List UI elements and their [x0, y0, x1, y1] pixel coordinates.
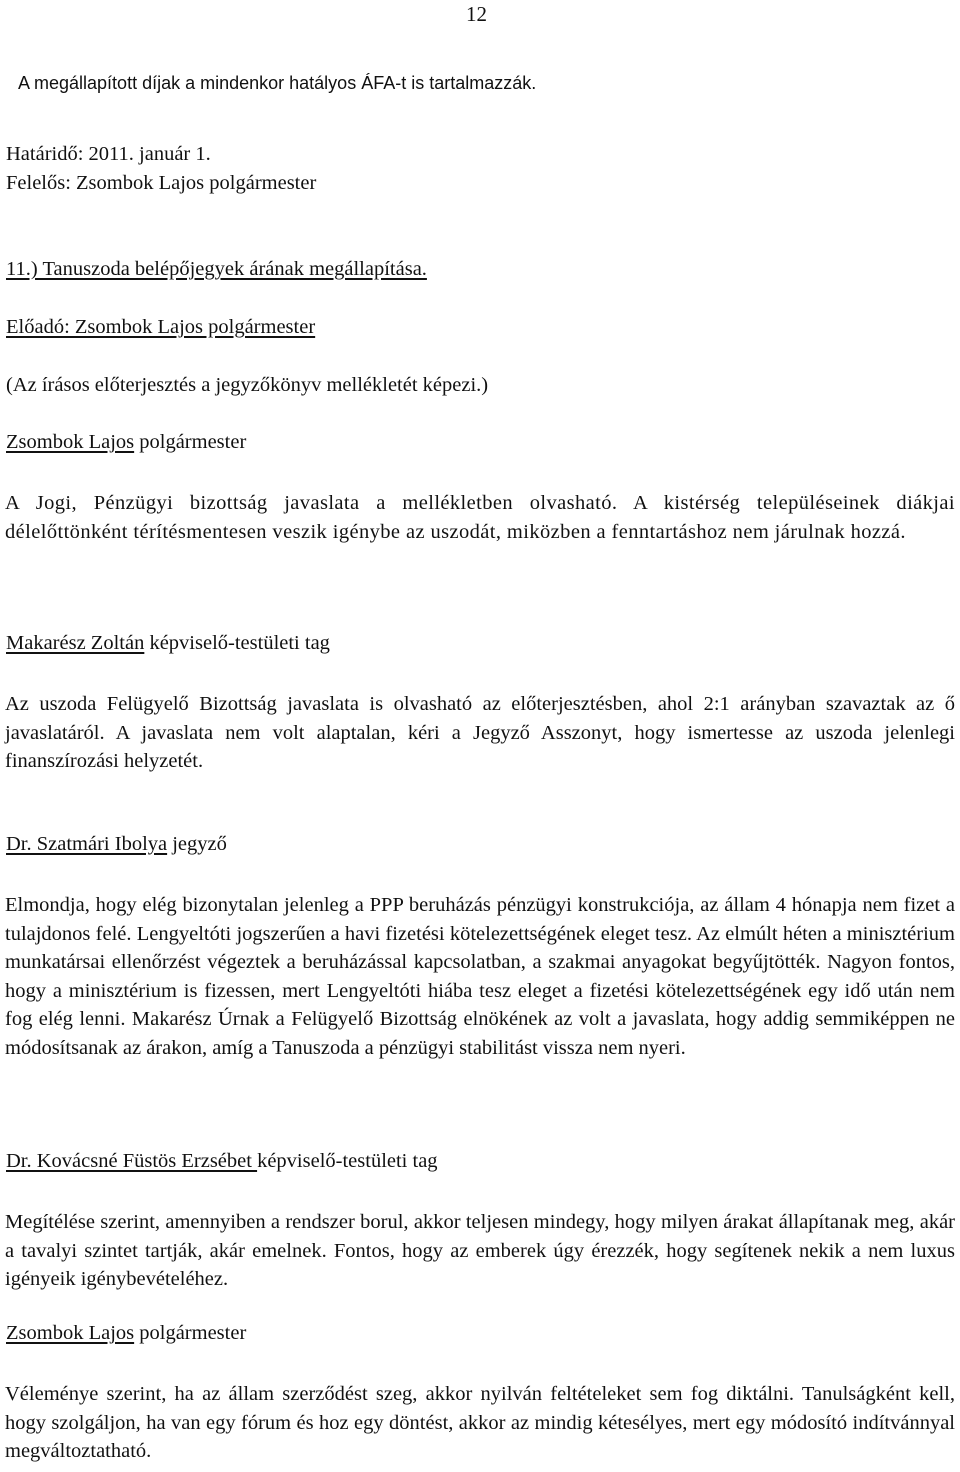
attachment-note: (Az írásos előterjesztés a jegyzőkönyv mellékletét képezi.): [6, 374, 489, 396]
page-number: 12: [466, 2, 487, 26]
speaker-heading: [6, 1150, 438, 1173]
speaker-heading: [6, 632, 330, 655]
deadline: Határidő: 2011. január 1.: [6, 143, 211, 165]
presenter-line: Előadó: Zsombok Lajos polgármester: [6, 316, 316, 338]
speech-paragraph: A Jogi, Pénzügyi bizottság javaslata a mellékletben olvasható. A kistérség településeinek diákjai délelőttönként térítésmentesen veszik igénybe az uszodát, miközben a fenntartáshoz nem járulnak hozzá.: [5, 492, 955, 543]
speaker-role: jegyző: [167, 833, 227, 855]
speech-paragraph: Az uszoda Felügyelő Bizottság javaslata is olvasható az előterjesztésben, ahol 2:1 arányban szavaztak az ő javaslatáról. A javaslata nem volt alaptalan, kéri a Jegyző Asszonyt, hogy ismertesse az uszoda jelenlegi finanszírozási helyzetét.: [5, 693, 955, 773]
speaker-heading: [6, 431, 246, 454]
speaker-name: Makarész Zoltán: [6, 632, 145, 654]
speaker-role: képviselő-testületi tag: [257, 1150, 438, 1172]
vat-note: A megállapított díjak a mindenkor hatályos ÁFA-t is tartalmazzák.: [18, 73, 537, 93]
speaker-heading: [6, 1322, 246, 1345]
speaker-name: Zsombok Lajos: [6, 431, 135, 453]
speaker-heading: [6, 833, 227, 856]
speaker-role: képviselő-testületi tag: [144, 632, 330, 654]
speech-paragraph: Elmondja, hogy elég bizonytalan jelenleg a PPP beruházás pénzügyi konstrukciója, az állam 4 hónapja nem fizet a tulajdonos felé. Lengyeltóti jogszerűen a havi fizetési kötelezettségének eleget tesz. Az elmúlt héten a minisztérium munkatársai ellenőrzést végeztek a beruházással kapcsolatban, a szakmai anyagokat begyűjtötték. Nagyon fontos, hogy a minisztérium is fizessen, mert Lengyeltóti hiába tesz eleget a fizetési kötelezettségének egy idő után nem fog elég lenni. Makarész Úrnak a Felügyelő Bizottság elnökének az volt a javaslata, hogy addig semmiképpen ne módosítsanak az árakon, amíg a Tanuszoda a pénzügyi stabilitást vissza nem nyeri.: [5, 894, 955, 1059]
responsible-person: Felelős: Zsombok Lajos polgármester: [6, 172, 317, 194]
speech-paragraph: Megítélése szerint, amennyiben a rendszer borul, akkor teljesen mindegy, hogy milyen árakat állapítanak meg, akár a tavalyi szintet tartják, akár emelnek. Fontos, hogy az emberek úgy érezzék, hogy segítenek nekik a nem luxus igényeik igénybevételéhez.: [5, 1211, 955, 1291]
speaker-name: Dr. Szatmári Ibolya: [6, 833, 168, 855]
speaker-name: Zsombok Lajos: [6, 1322, 135, 1344]
speaker-role: polgármester: [134, 431, 247, 453]
speaker-name: Dr. Kovácsné Füstös Erzsébet: [6, 1150, 258, 1172]
speech-paragraph: Véleménye szerint, ha az állam szerződést szeg, akkor nyilván feltételeket sem fog diktálni. Tanulságként kell, hogy szolgáljon, ha van egy fórum és hoz egy döntést, akkor az mindig kétesélyes, mert egy módosító indítvánnyal megváltoztatható.: [5, 1383, 955, 1463]
speaker-role: polgármester: [134, 1322, 247, 1344]
agenda-item-title: 11.) Tanuszoda belépőjegyek árának megállapítása.: [6, 258, 427, 280]
